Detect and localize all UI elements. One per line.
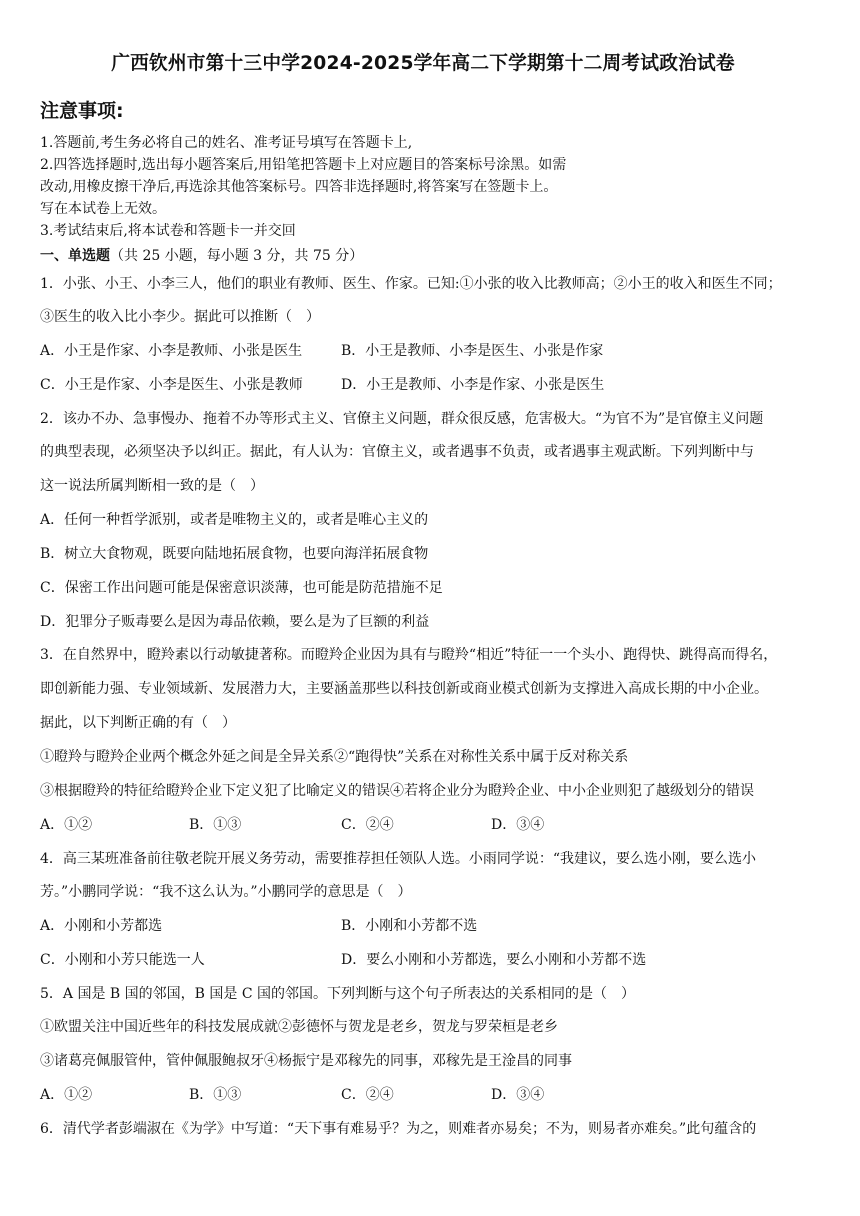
question-6-stem: 6．清代学者彭端淑在《为学》中写道：“天下事有难易乎？为之，则难者亦易矣；不为，则易者亦难矣。”此句蕴含的 (40, 1121, 757, 1137)
notice-heading: 注意事项: (40, 100, 124, 122)
question-1-option-c: C．小王是作家、小李是医生、小张是教师 (40, 377, 303, 393)
question-1-option-d: D．小王是教师、小李是作家、小张是医生 (341, 377, 605, 393)
notice-line: 改动,用橡皮擦干净后,再选涂其他答案标号。四答非选择题时,将答案写在签题卡上。 (40, 179, 558, 195)
question-3-option-a: A．①② (40, 817, 93, 833)
question-3-stem: 3．在自然界中，瞪羚素以行动敏捷著称。而瞪羚企业因为具有与瞪羚“相近”特征一一个头小、跑得快、跳得高而得名， (40, 647, 778, 663)
question-3-stem: 即创新能力强、专业领域新、发展潜力大，主要涵盖那些以科技创新或商业模式创新为支撑进入高成长期的中小企业。 (40, 681, 768, 697)
section-label: 一、单选题 (40, 248, 110, 264)
question-3-option-b: B．①③ (189, 817, 242, 833)
question-5-option-b: B．①③ (189, 1087, 242, 1103)
question-2-stem: 2．该办不办、急事慢办、拖着不办等形式主义、官僚主义问题，群众很反感，危害极大。“为官不为”是官僚主义问题 (40, 411, 764, 427)
question-2-option-d: D．犯罪分子贩毒要么是因为毒品依赖，要么是为了巨额的利益 (40, 614, 430, 630)
question-4-option-a: A．小刚和小芳都选 (40, 918, 163, 934)
question-5-statement: ①欧盟关注中国近些年的科技发展成就②彭德怀与贺龙是老乡，贺龙与罗荣桓是老乡 (40, 1019, 558, 1035)
notice-line: 3.考试结束后,将本试卷和答题卡一并交回 (40, 223, 296, 239)
question-5-stem: 5．A 国是 B 国的邻国，B 国是 C 国的邻国。下列判断与这个句子所表达的关系相同的是（ ） (40, 986, 636, 1002)
question-3-statement: ③根据瞪羚的特征给瞪羚企业下定义犯了比喻定义的错误④若将企业分为瞪羚企业、中小企业则犯了越级划分的错误 (40, 783, 754, 799)
notice-line: 写在本试卷上无效。 (40, 201, 166, 217)
question-3-option-c: C．②④ (341, 817, 394, 833)
question-5-option-a: A．①② (40, 1087, 93, 1103)
question-4-stem: 芳。”小鹏同学说：“我不这么认为。”小鹏同学的意思是（ ） (40, 884, 412, 900)
question-3-option-d: D．③④ (491, 817, 545, 833)
question-2-stem: 的典型表现，必须坚决予以纠正。据此，有人认为：官僚主义，或者遇事不负责，或者遇事主观武断。下列判断中与 (40, 444, 754, 460)
section-heading (40, 245, 363, 265)
question-1-option-a: A．小王是作家、小李是教师、小张是医生 (40, 343, 303, 359)
question-1-stem: ③医生的收入比小李少。据此可以推断（ ） (40, 309, 320, 325)
question-5-option-c: C．②④ (341, 1087, 394, 1103)
question-5-option-d: D．③④ (491, 1087, 545, 1103)
question-2-option-c: C．保密工作出问题可能是保密意识淡薄，也可能是防范措施不足 (40, 580, 443, 596)
question-3-stem: 据此，以下判断正确的有（ ） (40, 715, 236, 731)
question-4-stem: 4．高三某班准备前往敬老院开展义务劳动，需要推荐担任领队人选。小雨同学说：“我建议，要么选小刚，要么选小 (40, 851, 757, 867)
exam-title: 广西钦州市第十三中学2024-2025学年高二下学期第十二周考试政治试卷 (111, 52, 735, 74)
question-2-option-a: A．任何一种哲学派别，或者是唯物主义的，或者是唯心主义的 (40, 512, 429, 528)
question-4-option-c: C．小刚和小芳只能选一人 (40, 952, 205, 968)
question-2-stem: 这一说法所属判断相一致的是（ ） (40, 478, 264, 494)
section-detail: （共 25 小题，每小题 3 分，共 75 分） (110, 248, 364, 264)
question-1-option-b: B．小王是教师、小李是医生、小张是作家 (341, 343, 604, 359)
notice-line: 2.四答选择题时,选出每小题答案后,用铅笔把答题卡上对应题目的答案标号涂黑。如需 (40, 157, 567, 173)
notice-line: 1.答题前,考生务必将自己的姓名、准考证号填写在答题卡上, (40, 135, 413, 151)
question-4-option-b: B．小刚和小芳都不选 (341, 918, 478, 934)
question-4-option-d: D．要么小刚和小芳都选，要么小刚和小芳都不选 (341, 952, 647, 968)
question-5-statement: ③诸葛亮佩服管仲，管仲佩服鲍叔牙④杨振宁是邓稼先的同事，邓稼先是王淦昌的同事 (40, 1053, 572, 1069)
question-3-statement: ①瞪羚与瞪羚企业两个概念外延之间是全异关系②“跑得快”关系在对称性关系中属于反对称关系 (40, 749, 629, 765)
question-2-option-b: B．树立大食物观，既要向陆地拓展食物，也要向海洋拓展食物 (40, 546, 429, 562)
question-1-stem: 1．小张、小王、小李三人，他们的职业有教师、医生、作家。已知:①小张的收入比教师高；②小王的收入和医生不同； (40, 276, 782, 292)
